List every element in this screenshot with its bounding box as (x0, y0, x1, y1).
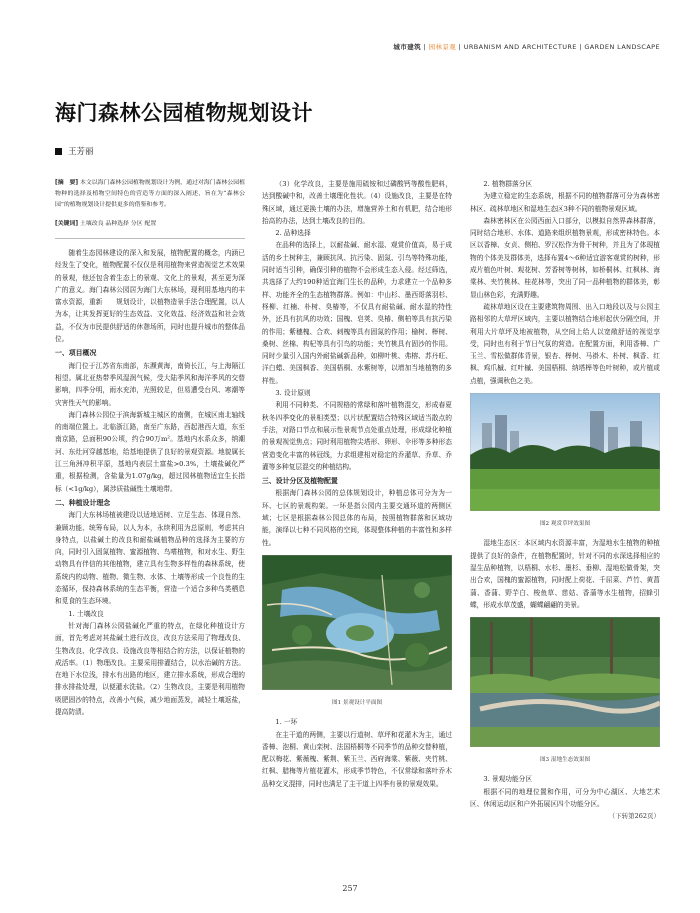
author-line (55, 145, 94, 157)
subsection-heading: 2. 植物群落分区 (483, 180, 533, 188)
header-separator-2: | (458, 43, 462, 51)
abstract (55, 178, 245, 211)
paragraph: （3）化学改良，主要是施用硫铵和过磷酸钙等酸性肥料，达到酸碱中和，改善土壤理化性状。（4）设施改良，主要是在特殊区域，通过更换土壤的办法，增施营养土和有机肥，结合地形抬高的办法，达到土壤改良的目的。 (262, 180, 452, 225)
subsection-heading: 3. 设计原则 (275, 389, 311, 398)
lawn-photo-image (470, 393, 660, 511)
column-3 (470, 178, 660, 823)
header-english-section: GARDEN LANDSCAPE (584, 43, 660, 51)
author-name: 王芳丽 (68, 147, 94, 157)
keywords-label: [关键词] (55, 221, 79, 227)
paragraph: 随着生态园林建设的深入和发展，植物配置的概念，内涵已经发生了变化，植物配置不仅仅是利用植物来营造视觉艺术效果的景观，他还包含着生态上的景观、文化上的景观，甚至更为深广的意义。海门森林公园居为海门大东林场，现利用基地内的丰富水资源，重新 规划设计，以植物造景手法合理配置，以人为本，让其发挥更好的生态效益、文化效益、经济效益和社会效益，不仅为市民提供舒适的休憩场所，同时也提升城市的整体品位。 (55, 249, 245, 344)
header-category: 城市建筑 (393, 43, 422, 51)
article-title: 海门森林公园植物规划设计 (55, 101, 313, 125)
figure-2-lawn (470, 393, 660, 515)
paragraph: 利用不同种类、不同规格的常绿和落叶植物混交，形成春夏秋冬四季变化的景相类型；以片状配置结合特殊区域适当散点的手法，对路口节点和展示性景观节点处重点处理，形成绿化种植的景观视觉焦点；同时利用植物尖塔形、卵形、伞形等多种形态营造变化丰富的林冠线，力求组建相对稳定的乔灌草、乔草、乔灌等多种复层混交的种植结构。 (262, 401, 452, 471)
header-separator: | (423, 43, 427, 51)
paragraph: 在主干道的两侧，主要以行道树、草坪和花灌木为主，通过香樟、泡桐、黄山栾树、法国梧桐等不同季节的品种交替种植，配以梅花、紫薇槐、紫荆、紫玉兰、西府海棠、紫薇、夹竹桃、红枫、腊梅等片植花灌木，形成季节特色，不仅常绿和落叶乔木品种交叉混排，同时也满足了主干道上四季有景的景观效果。 (262, 730, 452, 788)
paragraph: 针对海门森林公园盐碱化严重的特点，在绿化种植设计方面，首先考虑对其盐碱土进行改良，改良方法采用了物理改良、生物改良、化学改良、设施改良等相结合的方法，以保证植物的成活率。（1）物理改良。主要采用排灌结合，以水治碱的方法。在地下水位浅，排水有出路的地区，建立排水系统，形成合理的排水排盐处理，以便灌水洗盐。（2）生物改良，主要是利用植物吸肥固沙的特点，改善小气候，减少地面蒸发，减轻土壤返盐，提高防渍。 (55, 621, 245, 716)
paragraph: 海门森林公园位于滨海新城主城区的南侧，在城区南北轴线的南端位置上。北临浙江路，南至广东路，西起港西大道，东至南京路，总面积90公顷，约合90万m²。基地内水系众多，纳潮河、东灶河穿越基地，给基地提供了良好的景观资源。地貌属长江三角洲冲积平原，基地内表层土富盐>0.3%，土壤盐碱化严重，根据检测，含盐量为1.07g/kg，超过园林植物适宜生长指标（<1g/kg），属涉质盐碱性土壤地带。 (55, 410, 245, 493)
subsection-heading: 3. 景观功能分区 (483, 775, 533, 784)
abstract-text: 本文以海门森林公园植物规划设计为例，通过对海门森林公园植物种的选择及植物空间特色的营造等方面的深入阐述，旨在为“森林公园”的植物规划设计提供更多的借鉴和参考。 (55, 180, 246, 208)
square-bullet-icon (55, 148, 62, 155)
header-english-prefix: URBANISM AND ARCHITECTURE (463, 43, 577, 51)
figure-caption: 图2 观赏草坪效果图 (539, 521, 591, 528)
figure-caption: 图3 湿地生态效果图 (539, 757, 591, 764)
section-heading: 三、设计分区及植物配置 (262, 477, 338, 486)
paragraph: 湿地生态区：本区域内水资源丰富，为湿地水生植物的种植提供了良好的条件，在植物配置时，针对不同的水深选择相应的湿生品种植物，以梧桐、水杉、墨杉、垂柳、湿地松做骨架，突出合欢，国槐的蜜源植物，同时配上荷花、千屈菜、芦竹、黄菖蒲、香蒲、野芋白、梭鱼草、慈姑、香蒲等水生植物，招蜂引蝶，形成水草茂盛，蝴蝶翩翩的美景。 (470, 539, 660, 609)
subsection-heading: 2. 品种选择 (275, 229, 311, 238)
running-header (393, 42, 660, 51)
paragraph: 海门大东林场植被建设以适地适树、立足生态、体现自然、兼顾功能、统筹布局，以人为本，永续利用为总原则，考虑其自身特点，以盐碱土的改良和耐盐碱植物品种的选择为主要的方向，同时引入固氮植物、蜜源植物、鸟嗜植物，和对水生、野生动物具有伴信的其他植物，建立具有生物多样性的森林系统，使系统内的动物、植物、微生物、水体、土壤等形成一个良性的生态循环，保持森林系统的生态平衡，营造一个适合多种鸟类栖息和觅食的生态环境。 (55, 511, 245, 606)
paragraph: 根据不同的地理位置和作用，可分为中心湖区、大地艺术区、休闲运动区和户外拓展区四个功能分区。 (470, 787, 660, 809)
header-section: 园林景观 (428, 43, 457, 51)
paragraph: 疏林草地区设在主要建筑物周围、出入口地段以及与公园主路相邻的大草坪区域内，主要以植物结合地形起伏分隔空间，并利用大片草坪及地被植物，从空间上给人以宽敞舒适的视觉享受，同时也有利于节日气氛的营造。在配置方面，利用香樟、广玉兰、雪松做群体背景，银杏、榉树、马褂木、朴树、枫香、红枫、鸡爪槭、红叶槭、美国梧桐、纳塔榉等色叶树种，或片植或点植，强调秋色之美。 (470, 302, 660, 385)
landscape-plan-image (262, 555, 452, 690)
keywords-text: 土壤改良 品种选择 分区 配置 (79, 221, 157, 227)
paragraph: 为建立稳定的生态系统，根据不同的植物群落可分为森林密林区、疏林草地区和湿地生态区3种不同的植物景观区域。 (470, 192, 660, 213)
header-separator-3: | (579, 43, 582, 51)
column-2 (262, 178, 452, 790)
continued-note: （下转第262页） (608, 812, 660, 821)
wetland-photo-image (470, 617, 660, 747)
figure-3-wetland (470, 617, 660, 751)
section-heading: 二、种植设计理念 (55, 498, 111, 507)
page-number: 257 (342, 884, 358, 893)
paragraph: 根据海门森林公园的总体规划设计，种植总体可分为为一环、七区的景观构架。一环是指公园内主要交通环道的两侧区域；七区是根据森林公园总体的布局，按照植物群落和区域功能，演绎以七种不同风格的空间，体现整体种植的丰富性和多样性。 (262, 489, 452, 547)
subsection-heading: 1. 土壤改良 (68, 609, 104, 618)
figure-1-landscape-plan (262, 555, 452, 694)
abstract-label: [摘 要] (55, 180, 79, 186)
figure-caption: 图1 景观设计平面图 (331, 700, 383, 707)
section-heading: 一、项目概况 (55, 349, 97, 358)
keywords (55, 219, 245, 239)
column-1 (55, 178, 245, 718)
paragraph: 在品种的选择上，以耐盐碱、耐水湿、观赏价值高，易于成活的乡土树种主，兼顾抗风、抗污染、固氮、引鸟等特殊功能，同时适当引种，确保引种的植物不会形成生态入侵。经过筛选，共选择了大约190种适宜海门生长的品种，力求建立一个品种多样、功能齐全的生态植物群落。例如：中山杉、墨西哥落羽杉、柽柳、红楠、朴树、臭椿等，不仅具有耐盐碱、耐水湿的特性外，还具有抗风的功效；国槐、皂荚、臭椿、侧柏等具有抗污染的作用；紫穗槐、合欢、刺槐等具有固氮的作用；榆树、榉树、桑树、丝棉、构杞等具有引鸟的功能；夹竹桃具有固沙的作用。同时少量引入国内外耐盐碱新品种，如柳叶桃、弗榕、苏丹旺、洋白蜡、美国枫香、美国梧桐、水紫树等，以增加当地植物的多样性。 (262, 241, 452, 385)
subsection-heading: 1. 一环 (275, 718, 298, 727)
paragraph: 海门位于江苏省东南部，东濒黄海，南倚长江，与上海隔江相望。属北亚热带季风湿润气候，受大陆季风和海洋季风的交替影响，四季分明，雨水充沛，光照较足，但易遭受台风、寒潮等灾害性天气的影响。 (55, 361, 245, 407)
paragraph: 森林密林区在公园西面入口部分，以模拟自然界森林群落，同时结合地形、水体、道路来组织植物景观，形成密林特色。本区以香樟、女贞、侧柏、罗汉松作为骨干树种，并且为了体现植物的个体美及群体美，选择布置4～6种适宜游客观赏的树种，形成片植色叶树、观花树、芳香树等树林，如桥桐林、红枫林、海棠林、夹竹桃林、桂花林等，突出了同一品种植物的群体美，彰显山林色彩，充满野趣。 (470, 216, 660, 299)
